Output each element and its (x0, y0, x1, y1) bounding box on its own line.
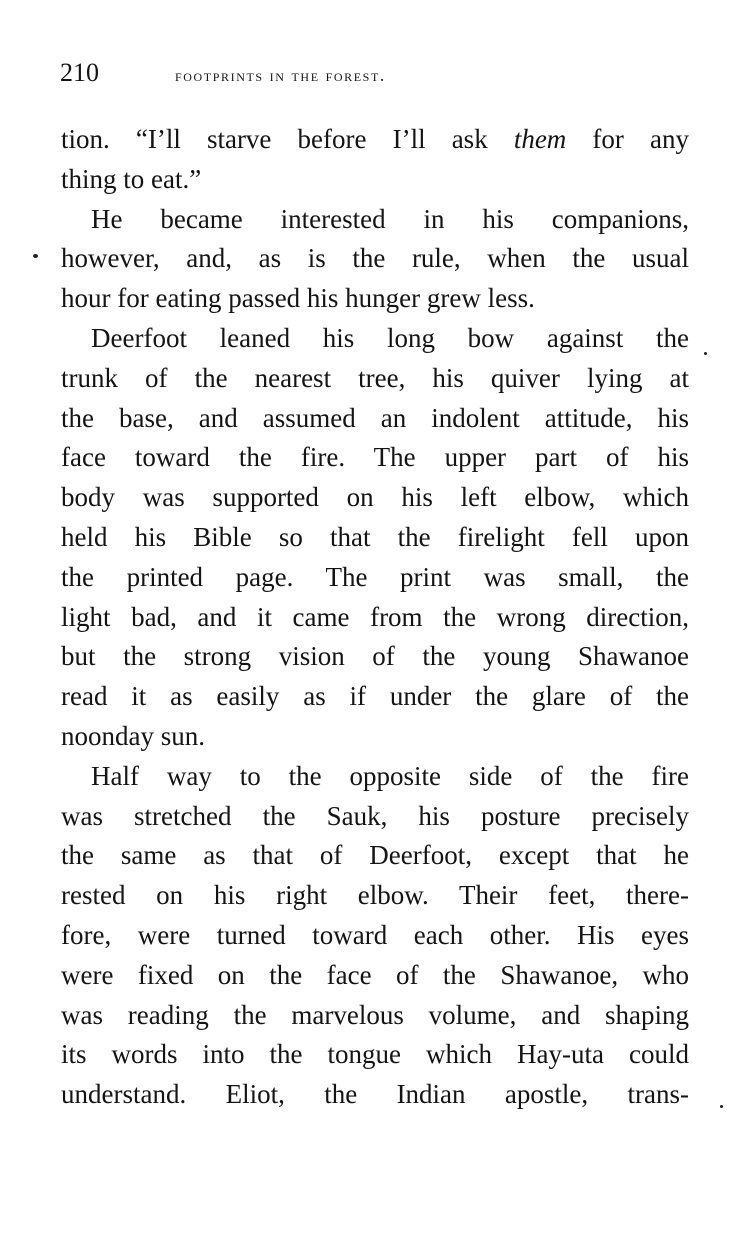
text-line: the base, and assumed an indolent attitude, his (61, 402, 689, 433)
text-segment: tion. “I’ll starve before I’ll ask (61, 124, 514, 154)
text-line (61, 120, 689, 160)
text-line: face toward the fire. The upper part of his (61, 442, 689, 473)
text-line: the printed page. The print was small, the (61, 561, 689, 592)
text-line: hour for eating passed his hunger grew less. (61, 283, 535, 314)
text-line: rested on his right elbow. Their feet, there- (61, 880, 689, 911)
text-line: body was supported on his left elbow, which (61, 482, 689, 513)
text-line: thing to eat.” (61, 163, 202, 194)
text-line: however, and, as is the rule, when the usual (61, 243, 689, 274)
text-line: but the strong vision of the young Shawanoe (61, 641, 689, 672)
text-line: its words into the tongue which Hay-uta could (61, 1039, 689, 1070)
text-line: He became interested in his companions, (91, 203, 689, 234)
emphasized-word: them (513, 124, 567, 154)
text-line: light bad, and it came from the wrong direction, (61, 601, 689, 632)
running-head: footprints in the forest. (175, 65, 386, 85)
text-line: trunk of the nearest tree, his quiver lying at (61, 362, 689, 393)
page-header (60, 56, 700, 90)
text-line: Half way to the opposite side of the fire (91, 760, 689, 791)
scan-speck (704, 352, 707, 355)
text-line: held his Bible so that the firelight fell upon (61, 521, 689, 552)
text-line: was reading the marvelous volume, and shaping (61, 999, 689, 1030)
text-line: were fixed on the face of the Shawanoe, who (61, 959, 689, 990)
page-number: 210 (60, 58, 99, 87)
text-line: read it as easily as if under the glare of the (61, 681, 689, 712)
scan-speck (720, 1105, 723, 1108)
text-line: fore, were turned toward each other. His eyes (61, 919, 689, 950)
scan-speck (33, 254, 38, 258)
text-line: understand. Eliot, the Indian apostle, trans- (61, 1079, 689, 1110)
text-line: was stretched the Sauk, his posture precisely (61, 800, 689, 831)
text-line: noonday sun. (61, 720, 205, 751)
text-segment: for any (566, 124, 689, 154)
text-line: the same as that of Deerfoot, except that he (61, 840, 689, 871)
body-text (61, 120, 689, 1115)
text-line: Deerfoot leaned his long bow against the (91, 322, 689, 353)
